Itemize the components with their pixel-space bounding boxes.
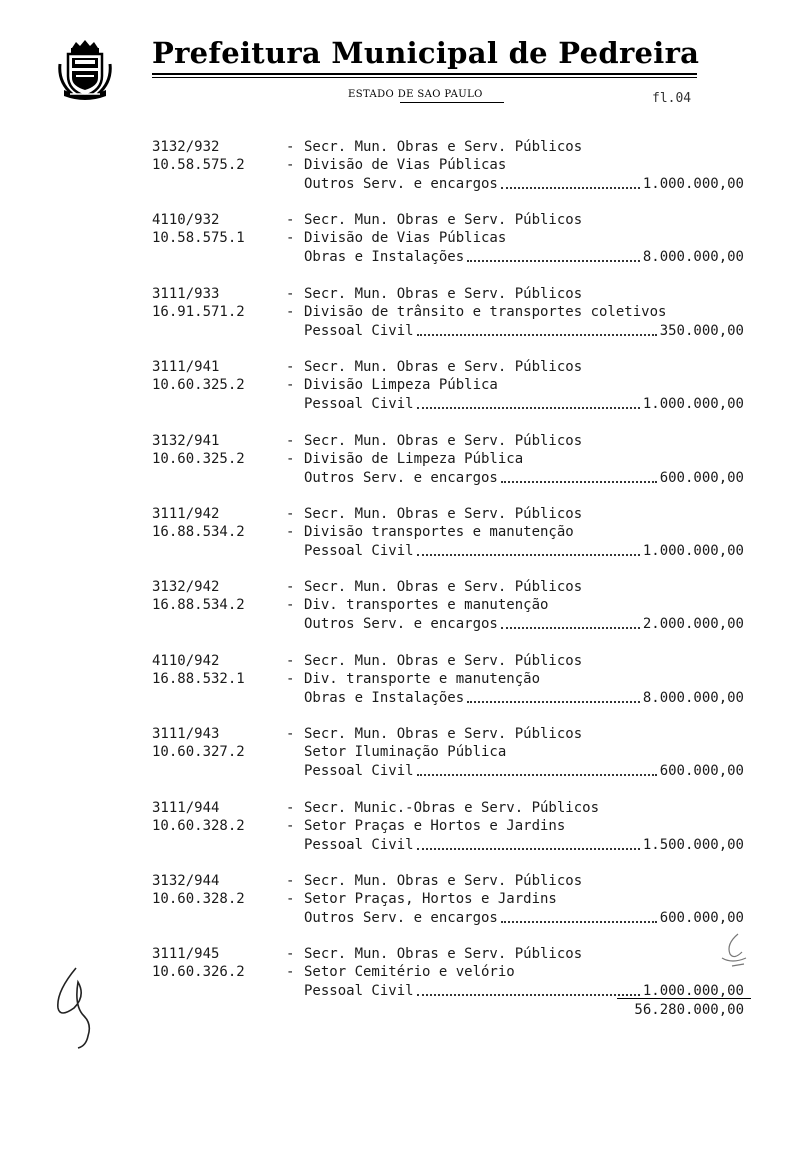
expense-amount: 2.000.000,00 xyxy=(642,616,744,632)
functional-code: 16.88.534.2 xyxy=(152,524,245,540)
expense-amount: 8.000.000,00 xyxy=(642,690,744,706)
expense-amount: 600.000,00 xyxy=(659,910,744,926)
account-code: 3111/941 xyxy=(152,359,220,375)
list-dash: - xyxy=(286,433,295,449)
expense-item xyxy=(304,836,744,854)
list-dash: - xyxy=(286,451,295,467)
expense-item xyxy=(304,762,744,780)
department-name: Secr. Mun. Obras e Serv. Públicos xyxy=(304,579,583,595)
list-dash: - xyxy=(286,597,295,613)
expense-amount: 1.000.000,00 xyxy=(642,396,744,412)
list-dash: - xyxy=(286,671,295,687)
budget-entry xyxy=(0,358,800,414)
division-name: Setor Cemitério e velório xyxy=(304,964,515,980)
account-code: 4110/942 xyxy=(152,653,220,669)
budget-entry xyxy=(0,285,800,341)
division-name: Div. transportes e manutenção xyxy=(304,597,549,613)
division-name: Div. transporte e manutenção xyxy=(304,671,541,687)
list-dash: - xyxy=(286,873,295,889)
department-name: Secr. Mun. Obras e Serv. Públicos xyxy=(304,359,583,375)
org-name: Prefeitura Municipal de Pedreira xyxy=(152,36,700,70)
list-dash: - xyxy=(286,139,295,155)
department-name: Secr. Mun. Obras e Serv. Públicos xyxy=(304,726,583,742)
dot-leader xyxy=(467,260,640,262)
dot-leader xyxy=(417,407,640,409)
division-name: Divisão transportes e manutenção xyxy=(304,524,574,540)
list-dash: - xyxy=(286,946,295,962)
expense-item-label: Outros Serv. e encargos xyxy=(304,616,498,632)
list-dash: - xyxy=(286,377,295,393)
dot-leader xyxy=(467,701,640,703)
list-dash: - xyxy=(286,964,295,980)
division-name: Setor Praças, Hortos e Jardins xyxy=(304,891,557,907)
expense-item-label: Obras e Instalações xyxy=(304,249,465,265)
functional-code: 10.58.575.1 xyxy=(152,230,245,246)
dot-leader xyxy=(501,921,657,923)
folio-number: fl.04 xyxy=(652,91,692,106)
list-dash: - xyxy=(286,579,295,595)
list-dash: - xyxy=(286,506,295,522)
division-name: Setor Iluminação Pública xyxy=(304,744,507,760)
org-state: ESTADO DE SAO PAULO xyxy=(348,89,483,100)
division-name: Divisão de trânsito e transportes coletivos xyxy=(304,304,667,320)
functional-code: 10.60.328.2 xyxy=(152,891,245,907)
account-code: 3132/942 xyxy=(152,579,220,595)
dot-leader xyxy=(417,994,640,996)
budget-entry xyxy=(0,872,800,928)
list-dash: - xyxy=(286,800,295,816)
functional-code: 16.88.534.2 xyxy=(152,597,245,613)
expense-item-label: Pessoal Civil xyxy=(304,323,414,339)
list-dash: - xyxy=(286,230,295,246)
list-dash: - xyxy=(286,157,295,173)
expense-item-label: Pessoal Civil xyxy=(304,983,414,999)
expense-item-label: Outros Serv. e encargos xyxy=(304,910,498,926)
list-dash: - xyxy=(286,304,295,320)
department-name: Secr. Mun. Obras e Serv. Públicos xyxy=(304,506,583,522)
division-name: Divisão de Limpeza Pública xyxy=(304,451,524,467)
functional-code: 10.60.328.2 xyxy=(152,818,245,834)
budget-entry xyxy=(0,799,800,855)
budget-entry xyxy=(0,945,800,1001)
expense-item-label: Pessoal Civil xyxy=(304,543,414,559)
list-dash: - xyxy=(286,726,295,742)
list-dash: - xyxy=(286,359,295,375)
account-code: 3132/944 xyxy=(152,873,220,889)
list-dash: - xyxy=(286,286,295,302)
department-name: Secr. Mun. Obras e Serv. Públicos xyxy=(304,873,583,889)
division-name: Divisão de Vias Públicas xyxy=(304,230,507,246)
department-name: Secr. Mun. Obras e Serv. Públicos xyxy=(304,946,583,962)
list-dash: - xyxy=(286,891,295,907)
account-code: 3111/944 xyxy=(152,800,220,816)
division-name: Divisão de Vias Públicas xyxy=(304,157,507,173)
functional-code: 10.60.326.2 xyxy=(152,964,245,980)
functional-code: 16.91.571.2 xyxy=(152,304,245,320)
list-dash: - xyxy=(286,212,295,228)
expense-amount: 1.000.000,00 xyxy=(642,983,744,999)
expense-item-label: Pessoal Civil xyxy=(304,763,414,779)
dot-leader xyxy=(417,848,640,850)
list-dash: - xyxy=(286,653,295,669)
functional-code: 10.58.575.2 xyxy=(152,157,245,173)
budget-entry xyxy=(0,578,800,634)
expense-item xyxy=(304,175,744,193)
dot-leader xyxy=(501,187,640,189)
budget-entry xyxy=(0,138,800,194)
expense-item-label: Pessoal Civil xyxy=(304,396,414,412)
budget-entry xyxy=(0,505,800,561)
expense-amount: 600.000,00 xyxy=(659,470,744,486)
account-code: 3111/942 xyxy=(152,506,220,522)
expense-item xyxy=(304,469,744,487)
expense-item xyxy=(304,395,744,413)
expense-amount: 1.000.000,00 xyxy=(642,176,744,192)
functional-code: 10.60.325.2 xyxy=(152,377,245,393)
expense-item xyxy=(304,248,744,266)
dot-leader xyxy=(417,774,657,776)
budget-entry xyxy=(0,652,800,708)
department-name: Secr. Mun. Obras e Serv. Públicos xyxy=(304,286,583,302)
expense-item xyxy=(304,689,744,707)
department-name: Secr. Mun. Obras e Serv. Públicos xyxy=(304,212,583,228)
account-code: 3111/933 xyxy=(152,286,220,302)
expense-amount: 1.500.000,00 xyxy=(642,837,744,853)
dot-leader xyxy=(417,334,657,336)
budget-entry xyxy=(0,725,800,781)
expense-amount: 600.000,00 xyxy=(659,763,744,779)
list-dash: - xyxy=(286,818,295,834)
department-name: Secr. Mun. Obras e Serv. Públicos xyxy=(304,139,583,155)
dot-leader xyxy=(501,627,640,629)
expense-amount: 1.000.000,00 xyxy=(642,543,744,559)
account-code: 3132/932 xyxy=(152,139,220,155)
department-name: Secr. Mun. Obras e Serv. Públicos xyxy=(304,433,583,449)
expense-item-label: Outros Serv. e encargos xyxy=(304,176,498,192)
account-code: 3111/943 xyxy=(152,726,220,742)
expense-item xyxy=(304,909,744,927)
total-rule xyxy=(617,998,751,999)
division-name: Setor Praças e Hortos e Jardins xyxy=(304,818,566,834)
account-code: 4110/932 xyxy=(152,212,220,228)
budget-entry xyxy=(0,432,800,488)
expense-item-label: Pessoal Civil xyxy=(304,837,414,853)
handwritten-initials xyxy=(712,928,756,972)
dot-leader xyxy=(501,481,657,483)
functional-code: 10.60.325.2 xyxy=(152,451,245,467)
department-name: Secr. Munic.-Obras e Serv. Públicos xyxy=(304,800,600,816)
expense-amount: 350.000,00 xyxy=(659,323,744,339)
functional-code: 10.60.327.2 xyxy=(152,744,245,760)
handwritten-signature xyxy=(48,962,108,1052)
expense-item-label: Outros Serv. e encargos xyxy=(304,470,498,486)
list-dash: - xyxy=(286,524,295,540)
division-name: Divisão Limpeza Pública xyxy=(304,377,498,393)
expense-item xyxy=(304,615,744,633)
dot-leader xyxy=(417,554,640,556)
expense-item xyxy=(304,542,744,560)
functional-code: 16.88.532.1 xyxy=(152,671,245,687)
budget-entry xyxy=(0,211,800,267)
account-code: 3111/945 xyxy=(152,946,220,962)
account-code: 3132/941 xyxy=(152,433,220,449)
expense-item xyxy=(304,322,744,340)
total-amount: 56.280.000,00 xyxy=(634,1002,744,1018)
expense-item-label: Obras e Instalações xyxy=(304,690,465,706)
expense-amount: 8.000.000,00 xyxy=(642,249,744,265)
department-name: Secr. Mun. Obras e Serv. Públicos xyxy=(304,653,583,669)
